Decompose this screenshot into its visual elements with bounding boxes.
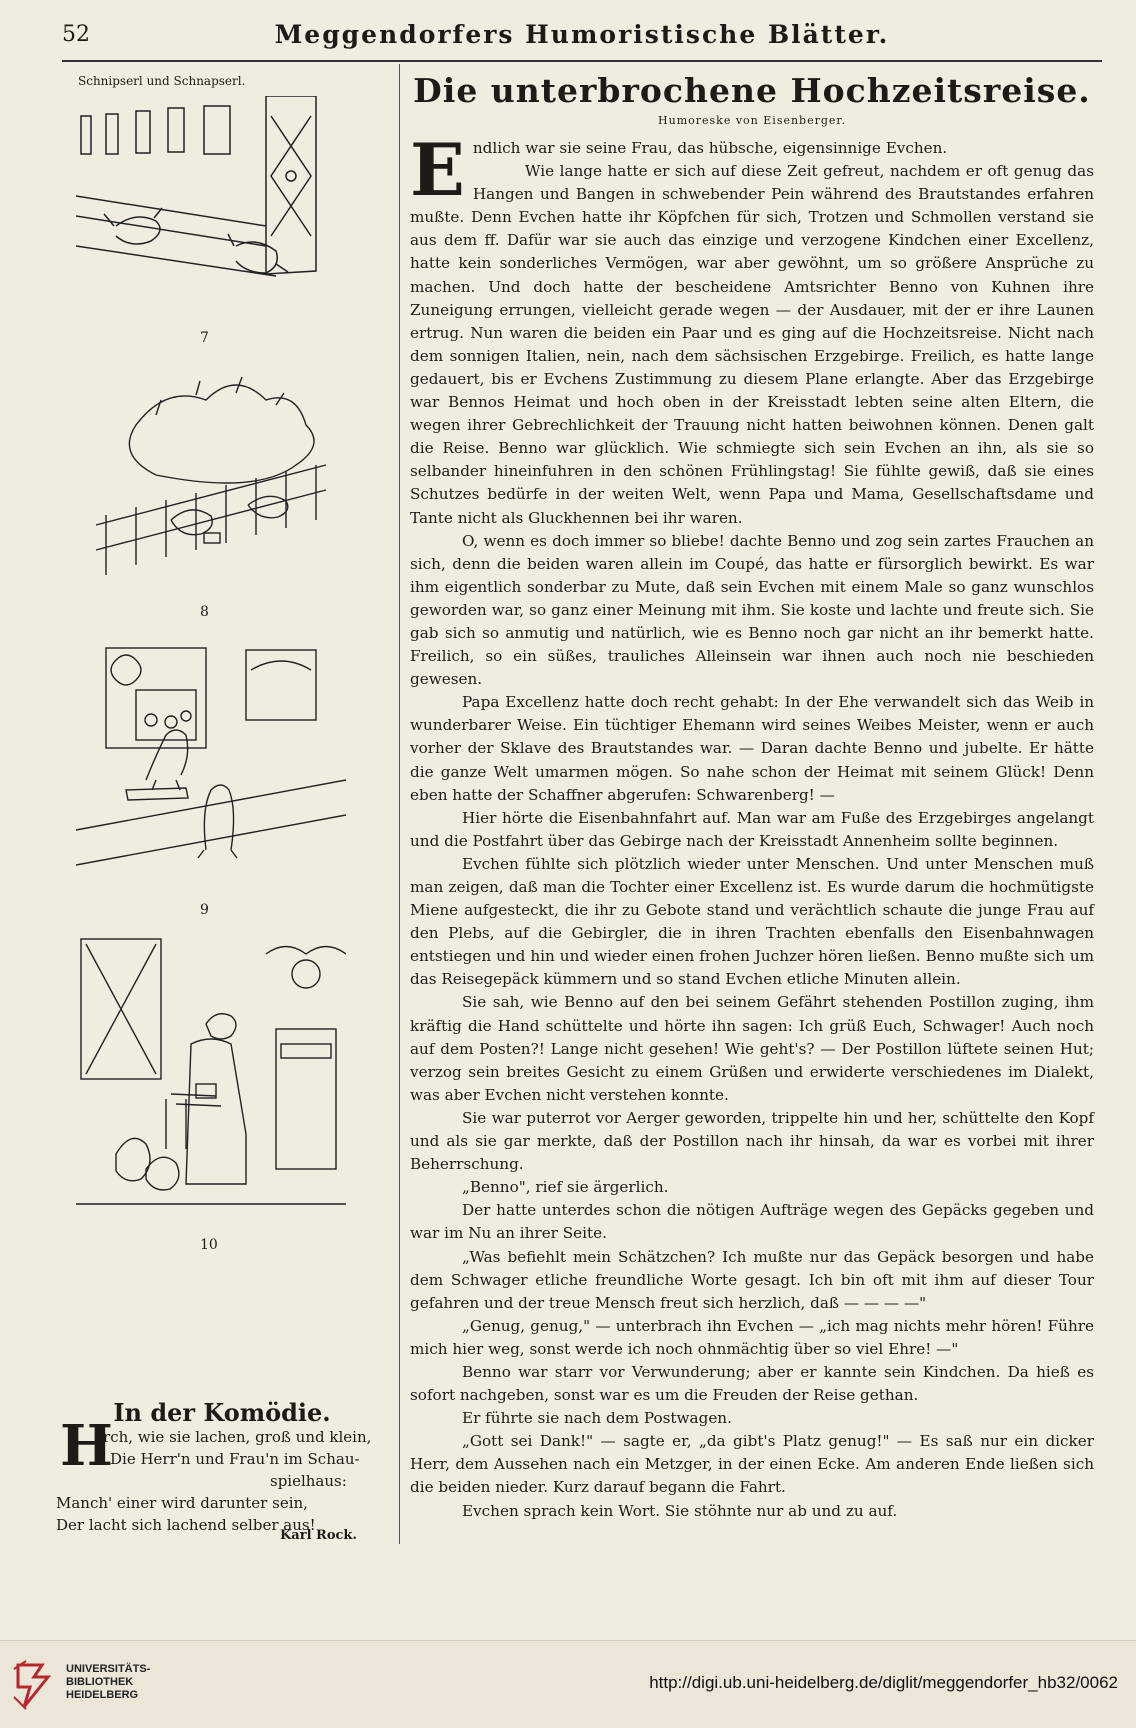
story-paragraph: Sie sah, wie Benno auf den bei seinem Gefährt stehenden Postillon zuging, ihm kräftig die Hand schüttelte und hörte ihn sagen: Ich grüß Euch, Schwager! Auch noch auf dem Posten?! Lange nicht gesehen! Wie geht's? — Der Postillon lüftete seinen Hut; verzog sein breites Gesicht zu einem Grüßen und erwiderte verschiedenes im Dialekt, was aber Evchen nicht verstehen konnte. — [410, 993, 1094, 1104]
source-url-link[interactable]: http://digi.ub.uni-heidelberg.de/diglit/meggendorfer_hb32/0062 — [649, 1673, 1118, 1692]
page-header — [62, 18, 1102, 58]
story-paragraph: „Was befiehlt mein Schätzchen? Ich mußte nur das Gepäck besorgen und habe dem Schwager etliche freundliche Worte gesagt. Ich bin oft mit ihm auf dieser Tour gefahren und der treue Mensch freut sich herzlich, daß — — — —" — [410, 1247, 1094, 1312]
poem-line: Manch' einer wird darunter sein, — [56, 1494, 308, 1512]
story-paragraph: Er führte sie nach dem Postwagen. — [462, 1409, 732, 1428]
cartoon-panel-8 — [76, 365, 346, 605]
story-paragraph: Endlich war sie seine Frau, das hübsche, eigensinnige Evchen. — [410, 127, 948, 212]
story-paragraph: O, wenn es doch immer so bliebe! dachte Benno und zog sein zartes Frauchen an sich, denn die beiden waren allein im Coupé, das hatte er fürsorglich bewirkt. Es war ihm eigentlich sonderbar zu Mute, daß sein Evchen mit einem Male so ganz wunschlos geworden war, so ganz einer Meinung mit ihm. Sie koste und lachte und freute sich. Sie gab sich so anmutig und natürlich, wie es Benno noch gar nicht an ihr bemerkt hatte. Freilich, so ein süßes, trauliches Alleinsein war ihnen auch noch nie beschieden gewesen. — [410, 531, 1094, 689]
story-paragraph: Der hatte unterdes schon die nötigen Aufträge wegen des Gepäcks gegeben und war im Nu an ihrer Seite. — [410, 1201, 1094, 1243]
cartoon-panel-7 — [76, 96, 326, 296]
story-paragraph: Evchen sprach kein Wort. Sie stöhnte nur ab und zu auf. — [462, 1501, 898, 1520]
story-paragraph: Sie war puterrot vor Aerger geworden, trippelte hin und her, schüttelte den Kopf und als sie gar merkte, daß der Postillon nach ihr hinsah, da war es vorbei mit ihrer Beherrschung. — [410, 1108, 1094, 1174]
story-subtitle: Humoreske von Eisenberger. — [658, 114, 846, 127]
poem-line: Der lacht sich lachend selber aus! — [56, 1516, 316, 1534]
story-paragraph: Benno war starr vor Verwunderung; aber er kannte sein Kindchen. Da hieß es sofort nachgeben, sonst war es um die Freuden der Reise gethan. — [410, 1362, 1094, 1405]
story-title: Die unterbrochene Hochzeitsreise. — [413, 71, 1091, 110]
header-rule — [62, 60, 1102, 62]
page-number: 52 — [62, 22, 90, 47]
library-logo-icon — [12, 1657, 56, 1713]
story-paragraph: Wie lange hatte er sich auf diese Zeit gefreut, nachdem er oft genug das Hangen und Bangen in schwebender Pein während des Brautstandes erfahren mußte. Denn Evchen hatte ihr Köpfchen für sich, Trotzen und Schmollen verstand sie aus dem ff. Dafür war sie auch das einzige und verzogene Kindchen einer Excellenz, hatte kein sonderliches Vermögen, war aber gewöhnt, um so größere Ansprüche zu machen. Und doch hatte der bescheidene Amtsrichter Benno von Kuhnen ihre Zuneigung errungen, vielleicht gerade wegen — der Ausdauer, mit der er ihre Launen ertrug. Nun waren die beiden ein Paar und es ging auf die Hochzeitsreise. Nicht nach dem sonnigen Italien, nein, nach dem sächsischen Erzgebirge. Freilich, es hatte lange gedauert, bis er Evchens Zustimmung zu diesem Plane erlangte. Aber das Erzgebirge war Bennos Heimat und hoch oben in der Kreisstadt lebten seine alten Eltern, die wegen ihrer Gebrechlichkeit der Trauung nicht hatten beiwohnen können. Denen galt die Reise. Benno war glücklich. Wie schmiegte sich sein Evchen an ihn, als sie so selbander hineinfuhren in den schönen Frühlingstag! Sie fühlte gewiß, daß sie eines Schutzes bedürfe in der weiten Welt, wenn Papa und Mama, Gesellschaftsdame und Tante nicht als Gluckhennen bei ihr waren. — [410, 162, 1094, 527]
poem-title: In der Komödie. — [113, 1398, 331, 1427]
poem-dropcap: H — [60, 1413, 113, 1479]
story-paragraph: Papa Excellenz hatte doch recht gehabt: In der Ehe verwandelt sich das Weib in wunderbarer Weise. Ein tüchtiger Ehemann wird seines Weibes Meister, wenn er auch vorher der Sklave des Brautstandes war. — Daran dachte Benno und jubelte. Er hätte die ganze Welt umarmen mögen. So nahe schon der Heimat mit seinem Glück! Denn eben hatte der Schaffner abgerufen: Schwarenberg! — — [410, 693, 1094, 804]
figure-number-9: 9 — [200, 902, 209, 918]
poem-line: orch, wie sie lachen, groß und klein, — [94, 1428, 372, 1446]
column-divider — [399, 64, 400, 1544]
story-column — [410, 70, 1094, 1523]
story-dropcap: E — [410, 127, 465, 212]
figure-number-10: 10 — [200, 1237, 218, 1253]
poem-line: Die Herr'n und Frau'n im Schau- — [110, 1450, 360, 1468]
cartoon-panel-9 — [76, 640, 346, 890]
footer-bar — [0, 1640, 1136, 1728]
library-name: UNIVERSITÄTS- BIBLIOTHEK HEIDELBERG — [66, 1663, 151, 1701]
figure-number-7: 7 — [200, 330, 209, 346]
story-paragraph: „Gott sei Dank!" — sagte er, „da gibt's Platz genug!" — Es saß nur ein dicker Herr, dem Aussehen nach ein Metzger, in der einen Ecke. Am anderen Ende ließen sich die beiden nieder. Kurz darauf begann die Fahrt. — [410, 1432, 1094, 1497]
figure-caption: Schnipserl und Schnapserl. — [78, 74, 246, 88]
story-body — [410, 127, 1094, 1523]
story-paragraph: Evchen fühlte sich plötzlich wieder unter Menschen. Und unter Menschen muß man zeigen, daß man die Tochter einer Excellenz ist. Es wurde darum die hochmütigste Miene aufgesteckt, die ihr zu Gebote stand und verächtlich schaute die junge Frau auf den Plebs, auf die Gebirgler, die in ihren Trachten ebenfalls den Eisenbahnwagen entstiegen und hin und wieder einen frohen Juchzer hören ließen. Benno mußte sich um das Reisegepäck kümmern und so stand Evchen etliche Minuten allein. — [410, 854, 1094, 989]
story-paragraph: „Benno", rief sie ärgerlich. — [462, 1178, 669, 1197]
figure-number-8: 8 — [200, 604, 209, 620]
poem-line: spielhaus: — [270, 1472, 347, 1490]
poem-author: Karl Rock. — [280, 1528, 357, 1543]
running-title: Meggendorfers Humoristische Blätter. — [274, 20, 890, 49]
story-paragraph: „Genug, genug," — unterbrach ihn Evchen — „ich mag nichts mehr hören! Führe mich hier weg, sonst werde ich noch ohnmächtig über so viel Ehre! —" — [410, 1316, 1094, 1358]
cartoon-panel-10 — [76, 934, 346, 1224]
story-paragraph: Hier hörte die Eisenbahnfahrt auf. Man war am Fuße des Erzgebirges angelangt und die Postfahrt über das Gebirge nach der Kreisstadt Annenheim sollte beginnen. — [410, 808, 1094, 850]
